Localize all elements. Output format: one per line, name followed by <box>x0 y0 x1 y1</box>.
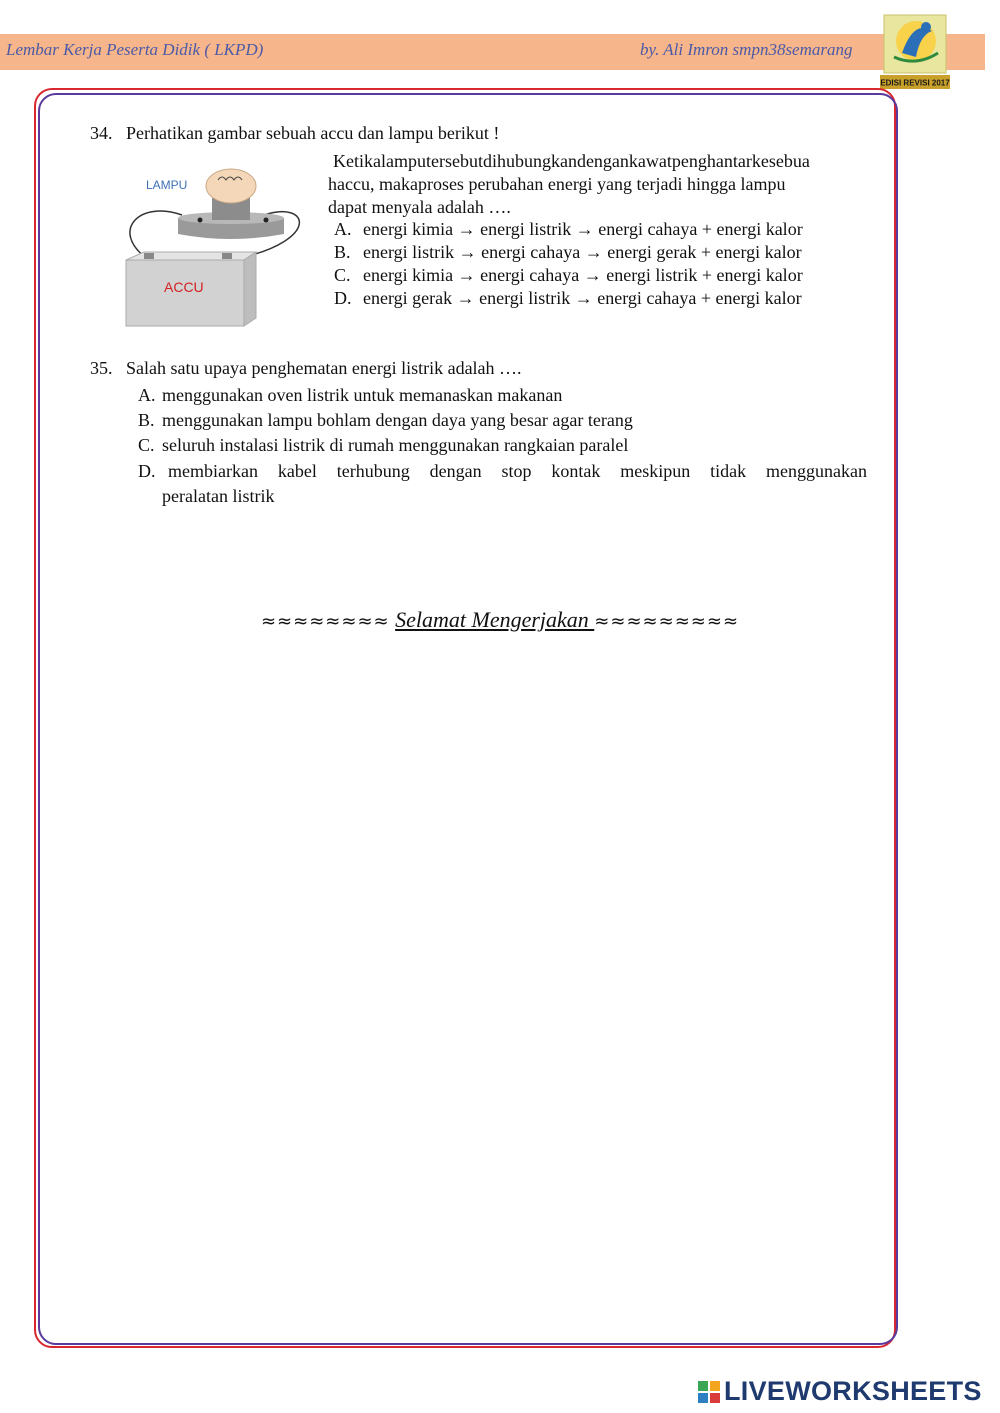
header-author: by. Ali Imron smpn38semarang <box>640 40 853 59</box>
q34-body-line-1: Ketikalamputersebutdihubungkandengankawatpenghantarkesebua <box>333 151 810 171</box>
q34-option-c-letter: C. <box>334 265 351 285</box>
q34-option-b-letter: B. <box>334 242 351 262</box>
q35-option-d-text-line-2: peralatan listrik <box>162 486 275 506</box>
q35-option-b-text: menggunakan lampu bohlam dengan daya yang besar agar terang <box>162 410 633 430</box>
curriculum-logo-icon <box>880 13 950 89</box>
q34-number: 34. <box>90 123 113 143</box>
q35-option-d-letter: D. <box>138 461 156 481</box>
q34-option-a-text: energi kimia → energi listrik → energi cahaya + energi kalor <box>363 219 803 239</box>
logo-caption: EDISI REVISI 2017 <box>880 78 950 88</box>
q35-option-c-text: seluruh instalasi listrik di rumah menggunakan rangkaian paralel <box>162 435 629 455</box>
battery-label: ACCU <box>164 279 204 295</box>
q34-option-a-letter: A. <box>334 219 352 239</box>
battery-lamp-illustration <box>120 160 320 330</box>
q35-option-d-text-line-1: membiarkan kabel terhubung dengan stop kontak meskipun tidak menggunakan <box>168 461 867 481</box>
header-title: Lembar Kerja Peserta Didik ( LKPD) <box>6 40 264 59</box>
q35-option-a-text: menggunakan oven listrik untuk memanaskan makanan <box>162 385 563 405</box>
q34-option-b-text: energi listrik → energi cahaya → energi gerak + energi kalor <box>363 242 802 262</box>
closing-wave-right: ≈≈≈≈≈≈≈≈≈ <box>594 611 740 632</box>
closing-wave-left: ≈≈≈≈≈≈≈≈ <box>260 611 390 632</box>
q35-option-a-letter: A. <box>138 385 156 405</box>
q34-prompt: Perhatikan gambar sebuah accu dan lampu berikut ! <box>126 123 500 143</box>
closing-title: Selamat Mengerjakan <box>395 607 595 632</box>
lamp-label: LAMPU <box>146 178 188 192</box>
liveworksheets-logo-icon <box>698 1381 720 1403</box>
q34-option-d-text: energi gerak → energi listrik → energi cahaya + energi kalor <box>363 288 802 308</box>
q35-option-c-letter: C. <box>138 435 155 455</box>
q34-option-d-letter: D. <box>334 288 352 308</box>
q35-number: 35. <box>90 358 113 378</box>
q35-option-b-letter: B. <box>138 410 155 430</box>
q34-option-c-text: energi kimia → energi cahaya → energi listrik + energi kalor <box>363 265 803 285</box>
liveworksheets-brand[interactable]: LIVEWORKSHEETS <box>724 1376 982 1406</box>
q35-prompt: Salah satu upaya penghematan energi listrik adalah …. <box>126 358 522 378</box>
closing-message <box>0 607 1000 633</box>
q34-body-line-3: dapat menyala adalah …. <box>328 197 511 217</box>
q34-body-line-2: haccu, makaproses perubahan energi yang terjadi hingga lampu <box>328 174 786 194</box>
